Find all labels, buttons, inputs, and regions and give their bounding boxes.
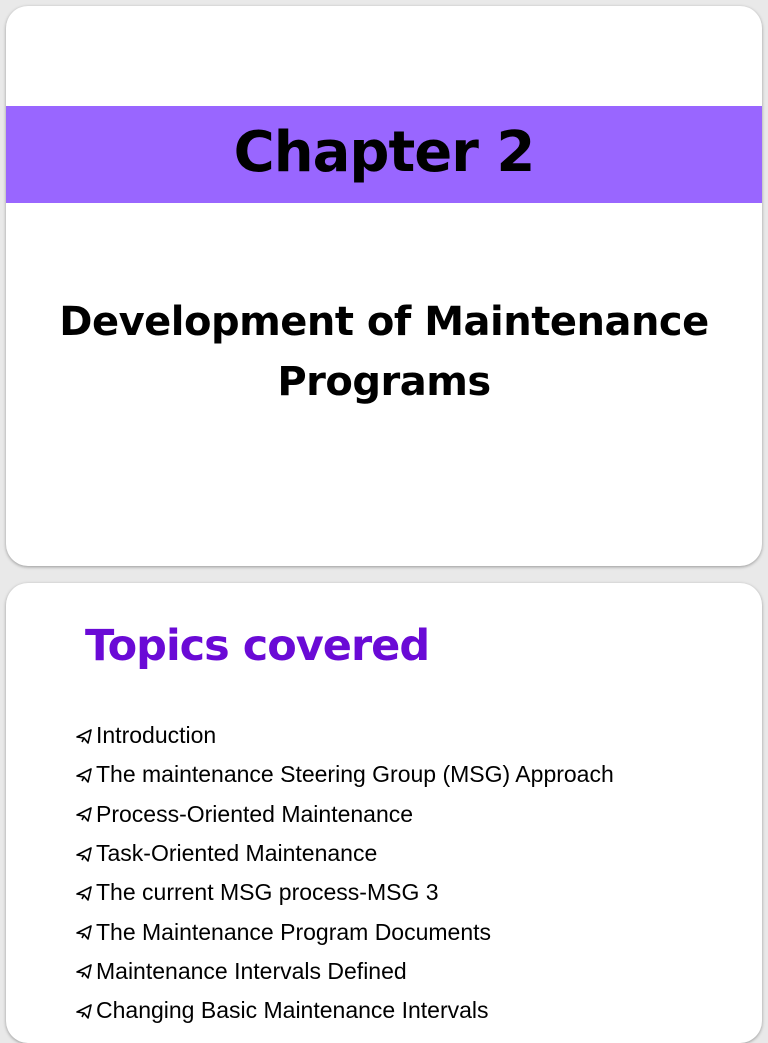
airplane-icon xyxy=(74,961,94,981)
subtitle-line-2: Programs xyxy=(277,359,491,405)
topic-label: The maintenance Steering Group (MSG) Approach xyxy=(96,761,614,788)
list-item xyxy=(74,873,614,912)
topic-label: Process-Oriented Maintenance xyxy=(96,800,414,827)
topic-label: Task-Oriented Maintenance xyxy=(96,840,378,867)
topic-label: The current MSG process-MSG 3 xyxy=(96,879,439,906)
list-item xyxy=(74,912,614,951)
list-item xyxy=(74,834,614,873)
airplane-icon xyxy=(74,804,94,824)
list-item xyxy=(74,716,614,755)
topic-label: Introduction xyxy=(96,722,217,749)
topics-list xyxy=(74,716,614,1030)
title-slide xyxy=(6,6,762,566)
list-item xyxy=(74,755,614,794)
chapter-title: Chapter 2 xyxy=(233,120,535,185)
topics-slide xyxy=(6,583,762,1043)
topic-label: Maintenance Intervals Defined xyxy=(96,957,407,984)
topic-label: The Maintenance Program Documents xyxy=(96,918,492,945)
chapter-subtitle xyxy=(6,292,762,412)
title-band xyxy=(6,106,762,203)
list-item xyxy=(74,991,614,1030)
subtitle-line-1: Development of Maintenance xyxy=(59,299,709,345)
airplane-icon xyxy=(74,765,94,785)
airplane-icon xyxy=(74,726,94,746)
airplane-icon xyxy=(74,883,94,903)
topics-heading: Topics covered xyxy=(85,621,430,671)
airplane-icon xyxy=(74,844,94,864)
list-item xyxy=(74,952,614,991)
airplane-icon xyxy=(74,1001,94,1021)
list-item xyxy=(74,795,614,834)
airplane-icon xyxy=(74,922,94,942)
topic-label: Changing Basic Maintenance Intervals xyxy=(96,997,489,1024)
